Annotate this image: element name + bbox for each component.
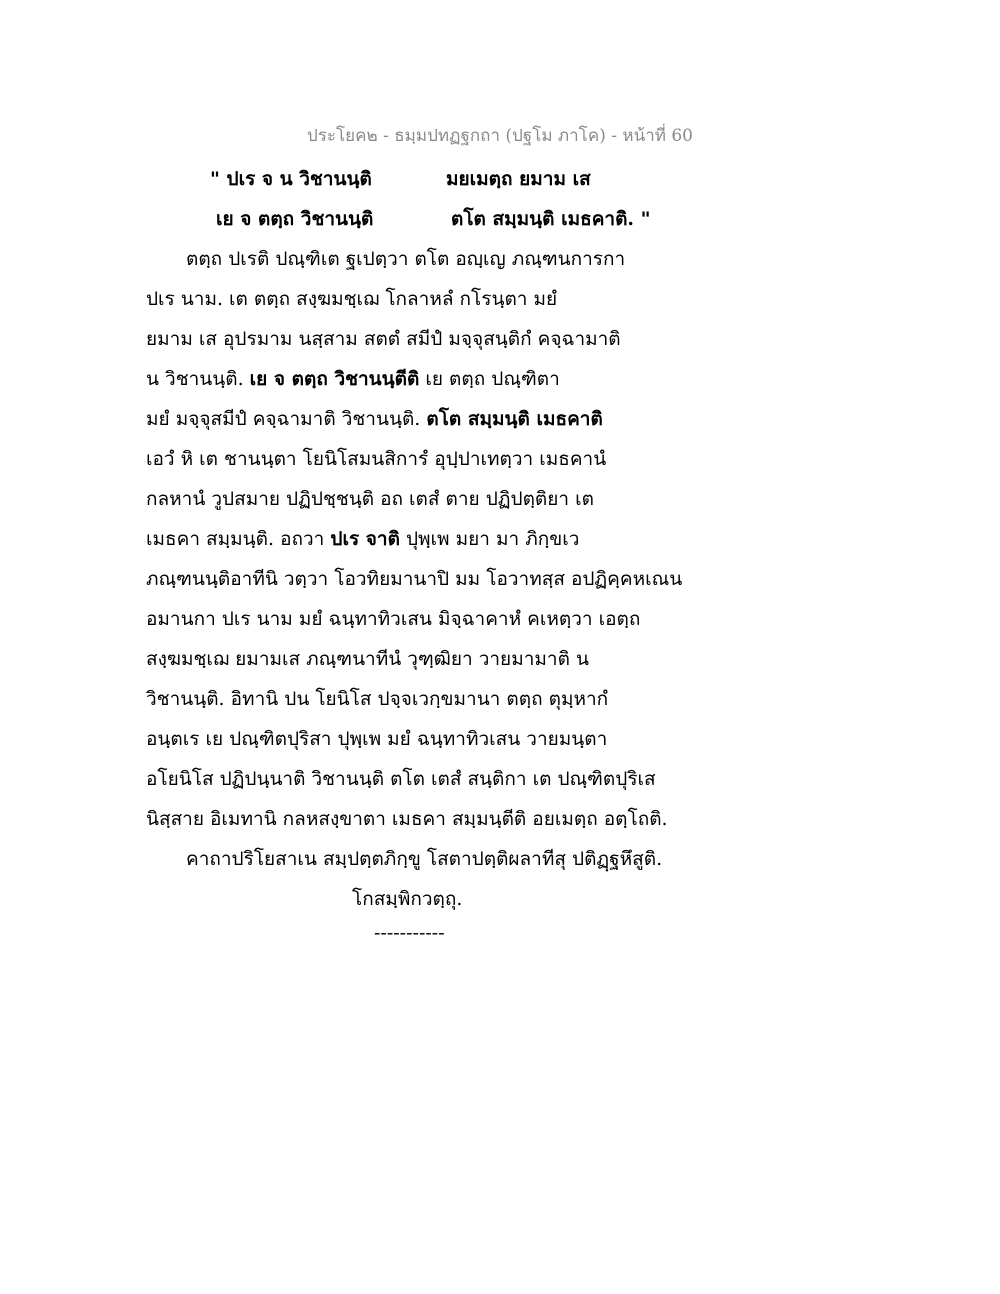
- verse-line-1b: มยเมตฺถ ยมาม เส: [446, 168, 591, 190]
- body-line-5-bold: ตโต สมฺมนฺติ เมธคาติ: [426, 408, 603, 430]
- body-line-4: [146, 364, 560, 394]
- body-line-4-c: เย ตตฺถ ปณฺฑิตา: [419, 368, 560, 390]
- body-line-8-bold: ปเร จาติ: [330, 528, 400, 550]
- body-line-13: อนฺตเร เย ปณฺฑิตปุริสา ปุพฺเพ มยํ ฉนฺทาทิวเสน วายมนฺตา: [146, 728, 608, 750]
- story-title: โกสมฺพิกวตฺถุ.: [352, 888, 463, 910]
- body-line-9: ภณฺฑนนฺติอาทีนิ วตฺวา โอวทิยมานาปิ มม โอวาทสฺส อปฏิคฺคหเณน: [146, 568, 683, 590]
- body-line-15: นิสฺสาย อิเมทานิ กลหสงฺขาตา เมธคา สมฺมนฺตีติ อยเมตฺถ อตฺโถติ.: [146, 808, 668, 830]
- body-line-8-c: ปุพฺเพ มยา มา ภิกฺขเว: [399, 528, 580, 550]
- body-line-5: [146, 404, 603, 434]
- body-line-12: วิชานนฺติ. อิทานิ ปน โยนิโส ปจฺจเวกฺขมานา ตตฺถ ตุมฺหากํ: [146, 688, 609, 710]
- body-line-10: อมานกา ปเร นาม มยํ ฉนฺทาทิวเสน มิจฺฉาคาหํ คเหตฺวา เอตฺถ: [146, 608, 641, 630]
- body-line-4-a: น วิชานนฺติ.: [146, 368, 250, 390]
- body-line-16: คาถาปริโยสาเน สมฺปตฺตภิกฺขู โสตาปตฺติผลาทีสุ ปติฏฺฐหึสูติ.: [186, 848, 663, 870]
- body-line-11: สงฺฆมชฺเฌ ยมามเส ภณฺฑนาทีนํ วุฑฺฒิยา วายมามาติ น: [146, 648, 589, 670]
- body-line-5-a: มยํ มจฺจุสมีปํ คจฺฉามาติ วิชานนฺติ.: [146, 408, 427, 430]
- verse-line-2b: ตโต สมฺมนฺติ เมธคาติ. ": [451, 208, 651, 230]
- body-line-8-a: เมธคา สมฺมนฺติ. อถวา: [146, 528, 331, 550]
- section-divider: -----------: [374, 922, 445, 944]
- body-line-7: กลหานํ วูปสมาย ปฏิปชฺชนฺติ อถ เตสํ ตาย ปฏิปตฺติยา เต: [146, 488, 594, 510]
- verse-line-1a: " ปเร จ น วิชานนฺติ: [210, 168, 372, 190]
- body-line-2: ปเร นาม. เต ตตฺถ สงฺฆมชฺเฌ โกลาหลํ กโรนฺตา มยํ: [146, 288, 558, 310]
- body-line-14: อโยนิโส ปฏิปนฺนาติ วิชานนฺติ ตโต เตสํ สนฺติกา เต ปณฺฑิตปุริเส: [146, 768, 656, 790]
- body-line-4-bold: เย จ ตตฺถ วิชานนฺตีติ: [249, 368, 420, 390]
- body-line-3: ยมาม เส อุปรมาม นสฺสาม สตตํ สมีปํ มจฺจุสนฺติกํ คจฺฉามาติ: [146, 328, 621, 350]
- body-line-6: เอวํ หิ เต ชานนฺตา โยนิโสมนสิการํ อุปฺปาเทตฺวา เมธคานํ: [146, 448, 607, 470]
- body-line-1: ตตฺถ ปเรติ ปณฺฑิเต ฐเปตฺวา ตโต อญฺเญ ภณฺฑนการกา: [186, 248, 626, 270]
- body-line-8: [146, 524, 579, 554]
- verse-line-2a: เย จ ตตฺถ วิชานนฺติ: [216, 208, 374, 230]
- page-header: ประโยค๒ - ธมฺมปทฏฐกถา (ปฐโม ภาโค) - หน้าที่ 60: [307, 126, 693, 146]
